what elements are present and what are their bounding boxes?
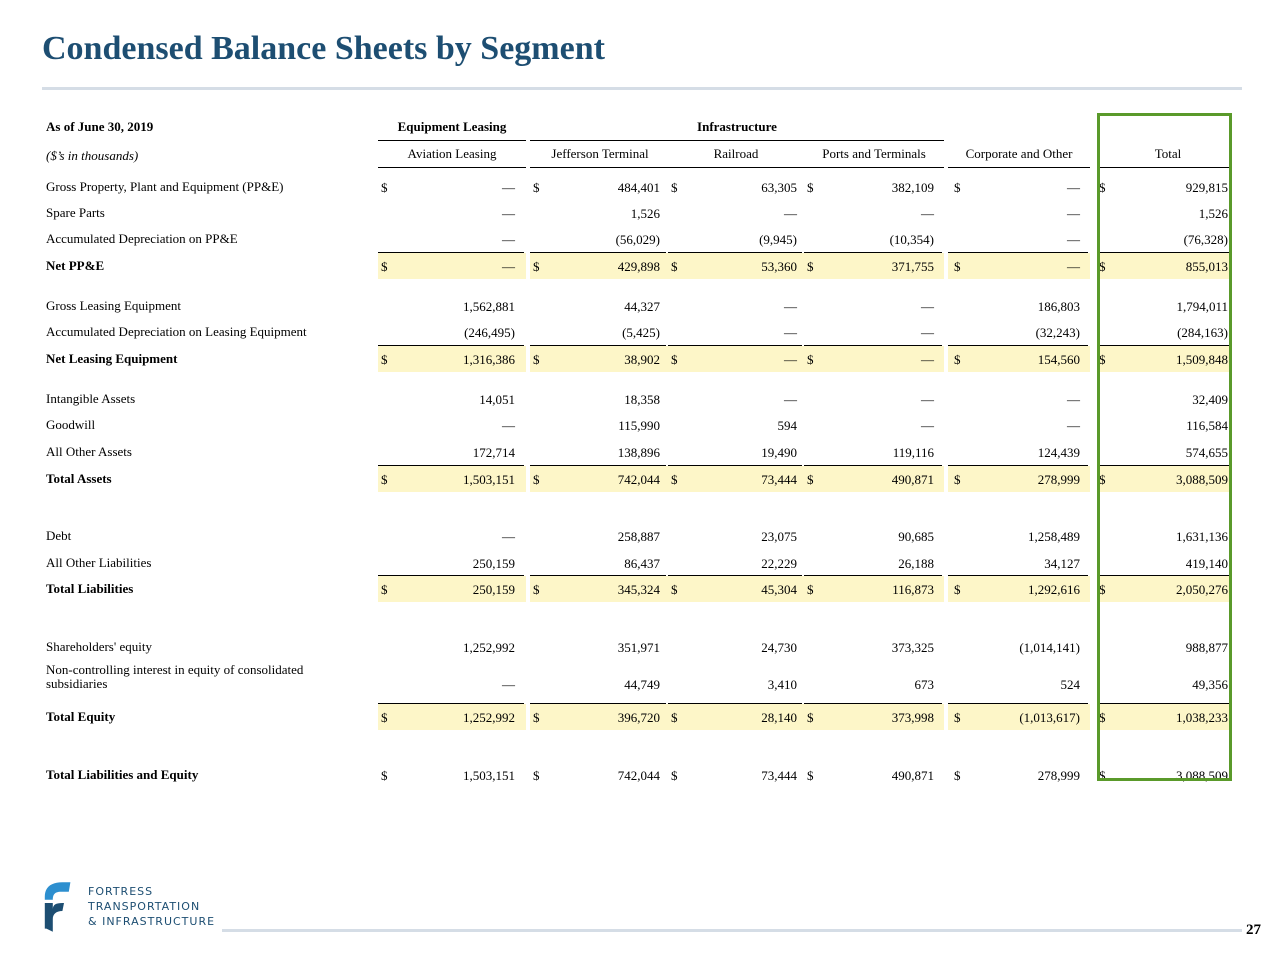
table-cell: (1,013,617) — [1019, 710, 1080, 725]
currency-symbol: $ — [1099, 352, 1106, 367]
table-cell: 929,815 — [1185, 180, 1228, 195]
currency-symbol: $ — [381, 582, 388, 597]
table-cell: 3,088,509 — [1176, 768, 1228, 783]
subtotal-rule — [948, 252, 1088, 253]
table-cell: 90,685 — [898, 529, 934, 544]
currency-symbol: $ — [1099, 710, 1106, 725]
table-cell: 34,127 — [1044, 556, 1080, 571]
col-aviation-leasing: Aviation Leasing — [407, 146, 497, 161]
table-cell: 124,439 — [1037, 445, 1080, 460]
table-cell: 138,896 — [617, 445, 660, 460]
logo-line-3: & INFRASTRUCTURE — [88, 915, 216, 928]
subtotal-rule — [668, 703, 802, 704]
col-jefferson-terminal: Jefferson Terminal — [551, 146, 649, 161]
table-cell: 278,999 — [1037, 768, 1080, 783]
table-cell: 1,794,011 — [1176, 299, 1228, 314]
table-cell: 351,971 — [617, 640, 660, 655]
currency-symbol: $ — [671, 180, 678, 195]
currency-symbol: $ — [1099, 768, 1106, 783]
table-cell: 673 — [914, 677, 934, 692]
group-infrastructure: Infrastructure — [697, 119, 777, 134]
table-cell: 116,873 — [892, 582, 934, 597]
currency-symbol: $ — [954, 768, 961, 783]
currency-symbol: $ — [533, 582, 540, 597]
row-label: All Other Assets — [46, 444, 132, 459]
table-cell: 742,044 — [617, 768, 660, 783]
subtotal-rule — [948, 465, 1088, 466]
subtotal-rule — [530, 465, 666, 466]
currency-symbol: $ — [671, 352, 678, 367]
subtotal-rule — [378, 465, 524, 466]
row-label: Total Liabilities and Equity — [46, 767, 199, 782]
currency-symbol: $ — [533, 710, 540, 725]
subtotal-rule — [668, 465, 802, 466]
currency-symbol: $ — [807, 259, 814, 274]
currency-symbol: $ — [954, 710, 961, 725]
currency-symbol: $ — [671, 710, 678, 725]
table-cell: 32,409 — [1192, 392, 1228, 407]
table-cell: 524 — [1060, 677, 1080, 692]
table-cell: 1,526 — [1198, 206, 1228, 221]
table-cell: — — [784, 392, 797, 407]
table-cell: 154,560 — [1037, 352, 1080, 367]
currency-symbol: $ — [954, 582, 961, 597]
table-cell: 1,509,848 — [1176, 352, 1228, 367]
table-cell: 373,325 — [891, 640, 934, 655]
table-cell: — — [784, 325, 797, 340]
table-cell: 119,116 — [892, 445, 934, 460]
table-cell: 574,655 — [1185, 445, 1228, 460]
subtotal-rule — [948, 575, 1088, 576]
col-railroad: Railroad — [713, 146, 759, 161]
currency-symbol: $ — [954, 259, 961, 274]
table-cell: 1,252,992 — [463, 710, 515, 725]
row-label: Net Leasing Equipment — [46, 351, 178, 366]
table-cell: 49,356 — [1192, 677, 1228, 692]
table-cell: 172,714 — [472, 445, 515, 460]
currency-symbol: $ — [954, 180, 961, 195]
currency-symbol: $ — [1099, 259, 1106, 274]
subtotal-rule — [530, 575, 666, 576]
table-cell: — — [784, 299, 797, 314]
table-cell: — — [921, 392, 934, 407]
table-cell: — — [1067, 232, 1080, 247]
currency-symbol: $ — [671, 259, 678, 274]
row-label: Accumulated Depreciation on PP&E — [46, 231, 238, 246]
table-cell: 73,444 — [761, 768, 797, 783]
table-cell: (284,163) — [1177, 325, 1228, 340]
table-cell: 396,720 — [617, 710, 660, 725]
row-label: Gross Leasing Equipment — [46, 298, 182, 313]
table-cell: 2,050,276 — [1176, 582, 1228, 597]
table-cell: — — [921, 352, 934, 367]
currency-symbol: $ — [1099, 582, 1106, 597]
table-cell: (32,243) — [1035, 325, 1080, 340]
table-cell: 594 — [777, 418, 797, 433]
table-cell: — — [502, 529, 515, 544]
currency-symbol: $ — [381, 472, 388, 487]
table-cell: 278,999 — [1037, 472, 1080, 487]
header-rule-3 — [668, 167, 804, 168]
table-cell: 1,503,151 — [463, 472, 515, 487]
table-cell: — — [1067, 180, 1080, 195]
table-cell: — — [1067, 259, 1080, 274]
table-cell: 988,877 — [1185, 640, 1228, 655]
table-cell: 1,292,616 — [1028, 582, 1080, 597]
page-title: Condensed Balance Sheets by Segment — [42, 30, 605, 67]
currency-symbol: $ — [533, 352, 540, 367]
table-cell: 419,140 — [1185, 556, 1228, 571]
table-cell: 250,159 — [472, 582, 515, 597]
table-cell: 382,109 — [891, 180, 934, 195]
table-cell: — — [1067, 392, 1080, 407]
logo-line-2: TRANSPORTATION — [88, 900, 201, 913]
fortress-logo-icon — [40, 872, 80, 942]
page-number: 27 — [1246, 922, 1261, 938]
table-cell: 18,358 — [624, 392, 660, 407]
subtotal-rule — [804, 703, 942, 704]
table-cell: 45,304 — [761, 582, 797, 597]
table-cell: 490,871 — [891, 472, 934, 487]
table-cell: — — [921, 325, 934, 340]
currency-symbol: $ — [533, 768, 540, 783]
subtotal-rule — [530, 703, 666, 704]
subtotal-rule — [378, 575, 524, 576]
table-cell: 1,503,151 — [463, 768, 515, 783]
currency-symbol: $ — [381, 768, 388, 783]
as-of-date: As of June 30, 2019 — [46, 119, 154, 134]
table-cell: 186,803 — [1037, 299, 1080, 314]
table-cell: (9,945) — [759, 232, 797, 247]
row-label: Shareholders' equity — [46, 639, 152, 654]
currency-symbol: $ — [807, 472, 814, 487]
table-cell: 250,159 — [472, 556, 515, 571]
row-label: Spare Parts — [46, 205, 105, 220]
table-cell: 1,258,489 — [1028, 529, 1080, 544]
row-label: Total Equity — [46, 709, 116, 724]
total-column-highlight — [1097, 113, 1232, 781]
table-cell: 3,410 — [767, 677, 797, 692]
currency-symbol: $ — [807, 582, 814, 597]
row-label: Debt — [46, 528, 72, 543]
table-cell: — — [921, 418, 934, 433]
row-label: Total Assets — [46, 471, 112, 486]
subtotal-rule — [948, 703, 1088, 704]
table-cell: 1,252,992 — [463, 640, 515, 655]
table-cell: 1,631,136 — [1176, 529, 1228, 544]
subtotal-rule — [804, 465, 942, 466]
table-cell: 44,749 — [624, 677, 660, 692]
table-cell: 28,140 — [761, 710, 797, 725]
table-cell: 24,730 — [761, 640, 797, 655]
table-cell: 44,327 — [624, 299, 660, 314]
subtotal-rule — [804, 252, 942, 253]
table-cell: — — [502, 232, 515, 247]
table-cell: 371,755 — [891, 259, 934, 274]
units-note: ($’s in thousands) — [46, 148, 139, 163]
table-cell: — — [502, 206, 515, 221]
subtotal-rule — [668, 252, 802, 253]
currency-symbol: $ — [381, 710, 388, 725]
table-cell: 490,871 — [891, 768, 934, 783]
currency-symbol: $ — [1099, 472, 1106, 487]
table-cell: — — [502, 418, 515, 433]
table-cell: 258,887 — [617, 529, 660, 544]
subtotal-rule — [804, 575, 942, 576]
subtotal-rule — [378, 345, 524, 346]
row-label: Goodwill — [46, 417, 96, 432]
currency-symbol: $ — [807, 710, 814, 725]
col-ports-terminals: Ports and Terminals — [822, 146, 926, 161]
subtotal-rule — [804, 345, 942, 346]
table-cell: — — [1067, 418, 1080, 433]
header-rule-4 — [804, 167, 944, 168]
col-total: Total — [1154, 146, 1182, 161]
table-cell: 855,013 — [1185, 259, 1228, 274]
currency-symbol: $ — [807, 768, 814, 783]
header-rule-2 — [530, 167, 670, 168]
table-cell: 38,902 — [624, 352, 660, 367]
currency-symbol: $ — [954, 352, 961, 367]
currency-symbol: $ — [671, 472, 678, 487]
currency-symbol: $ — [954, 472, 961, 487]
header-rule-1 — [378, 167, 526, 168]
table-cell: (56,029) — [615, 232, 660, 247]
table-cell: 115,990 — [618, 418, 660, 433]
table-cell: 1,526 — [630, 206, 660, 221]
table-cell: 116,584 — [1186, 418, 1228, 433]
col-corporate-other: Corporate and Other — [965, 146, 1073, 161]
row-label: Gross Property, Plant and Equipment (PP&E) — [46, 179, 284, 194]
subtotal-rule — [530, 345, 666, 346]
table-cell: 1,316,386 — [463, 352, 515, 367]
row-label: Accumulated Depreciation on Leasing Equipment — [46, 324, 307, 339]
currency-symbol: $ — [381, 180, 388, 195]
table-cell: 1,562,881 — [463, 299, 515, 314]
subtotal-rule — [378, 703, 524, 704]
table-cell: — — [502, 259, 515, 274]
group-rule-infrastructure — [530, 140, 944, 141]
currency-symbol: $ — [807, 352, 814, 367]
subtotal-rule — [378, 252, 524, 253]
footer-divider — [222, 929, 1242, 932]
currency-symbol: $ — [533, 259, 540, 274]
currency-symbol: $ — [671, 582, 678, 597]
table-cell: 3,088,509 — [1176, 472, 1228, 487]
table-cell: — — [502, 677, 515, 692]
row-label: Total Liabilities — [46, 581, 134, 596]
group-equipment-leasing: Equipment Leasing — [397, 119, 507, 134]
table-cell: 73,444 — [761, 472, 797, 487]
table-cell: (246,495) — [464, 325, 515, 340]
table-cell: — — [502, 180, 515, 195]
table-cell: 23,075 — [761, 529, 797, 544]
table-cell: 86,437 — [624, 556, 660, 571]
company-logo-text — [88, 884, 215, 929]
table-cell: 26,188 — [898, 556, 934, 571]
table-cell: 742,044 — [617, 472, 660, 487]
table-cell: — — [921, 206, 934, 221]
currency-symbol: $ — [533, 472, 540, 487]
table-cell: 19,490 — [761, 445, 797, 460]
table-cell: (5,425) — [622, 325, 660, 340]
subtotal-rule — [530, 252, 666, 253]
table-cell: 345,324 — [617, 582, 660, 597]
subtotal-rule — [668, 345, 802, 346]
group-rule-equipment — [378, 140, 526, 141]
table-cell: — — [784, 352, 797, 367]
table-cell: 373,998 — [891, 710, 934, 725]
row-label: Intangible Assets — [46, 391, 136, 406]
table-cell: 484,401 — [617, 180, 660, 195]
table-cell: 63,305 — [761, 180, 797, 195]
row-label: All Other Liabilities — [46, 555, 152, 570]
subtotal-rule — [948, 345, 1088, 346]
currency-symbol: $ — [381, 259, 388, 274]
table-cell: — — [784, 206, 797, 221]
currency-symbol: $ — [381, 352, 388, 367]
currency-symbol: $ — [533, 180, 540, 195]
table-cell: (10,354) — [889, 232, 934, 247]
row-label: Net PP&E — [46, 258, 105, 273]
table-cell: 1,038,233 — [1176, 710, 1228, 725]
table-cell: 22,229 — [761, 556, 797, 571]
table-cell: 14,051 — [479, 392, 515, 407]
table-cell: — — [921, 299, 934, 314]
subtotal-rule — [668, 575, 802, 576]
header-rule-5 — [948, 167, 1090, 168]
title-divider — [42, 87, 1242, 90]
table-cell: (1,014,141) — [1019, 640, 1080, 655]
currency-symbol: $ — [671, 768, 678, 783]
row-label: Non-controlling interest in equity of consolidated subsidiaries — [46, 662, 304, 691]
table-cell: 53,360 — [761, 259, 797, 274]
currency-symbol: $ — [1099, 180, 1106, 195]
table-cell: 429,898 — [617, 259, 660, 274]
logo-line-1: FORTRESS — [88, 885, 154, 898]
table-cell: — — [1067, 206, 1080, 221]
currency-symbol: $ — [807, 180, 814, 195]
table-cell: (76,328) — [1183, 232, 1228, 247]
